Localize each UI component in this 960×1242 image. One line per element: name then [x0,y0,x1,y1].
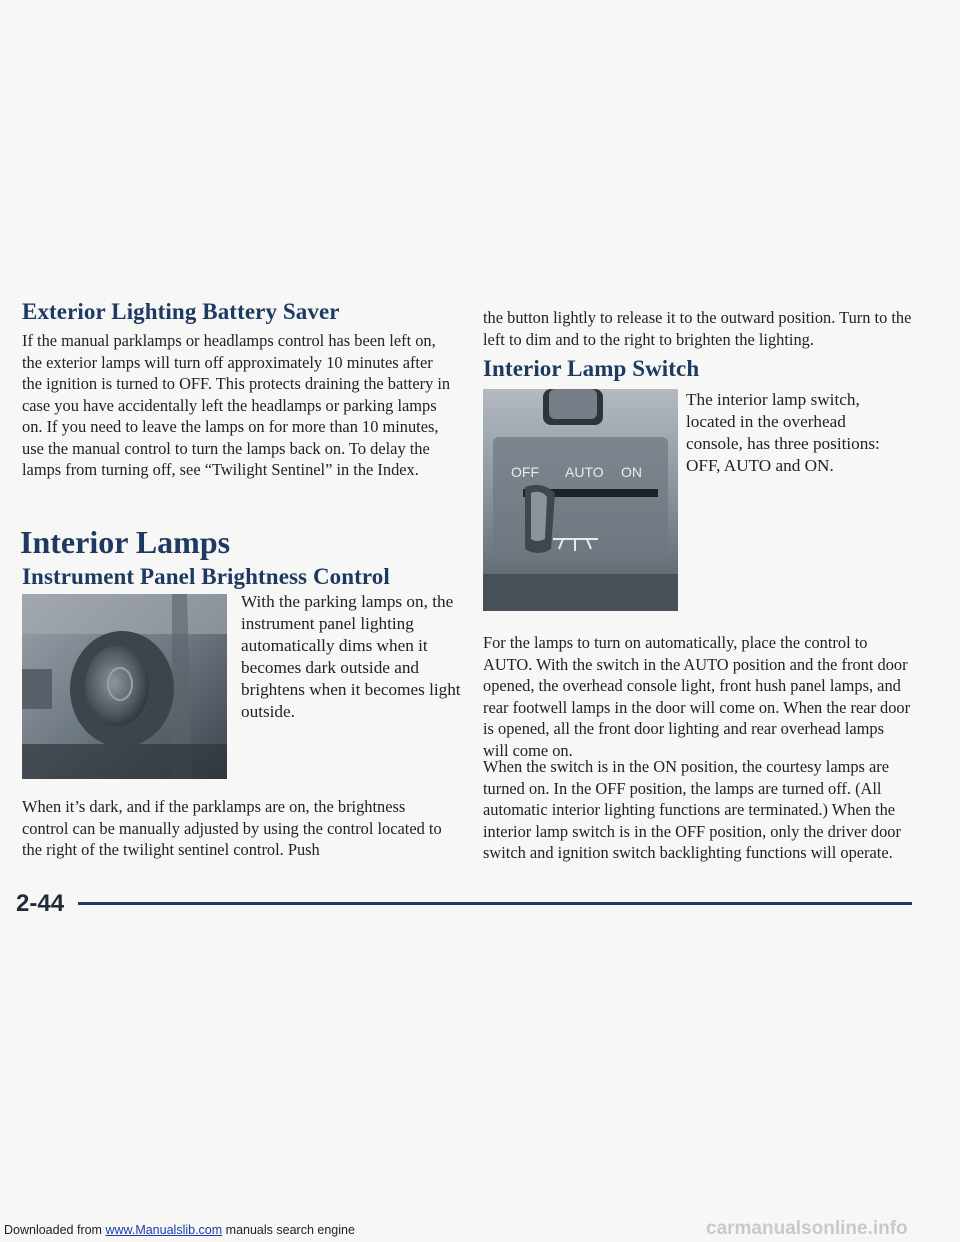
brightness-control-photo [22,594,227,779]
footer-rule [78,902,912,905]
lamp-switch-side-text: The interior lamp switch, located in the overhead console, has three positions: OFF, AUTO and ON. [686,390,880,475]
interior-lamps-heading: Interior Lamps [20,524,231,560]
lamp-switch-para-2: When the switch is in the ON position, the courtesy lamps are turned on. In the OFF position, the lamps are turned off. (All automatic interior lighting functions are terminated.) When the interior lamp switch is in the OFF position, only the driver door switch and ignition switch backlighting functions will operate. [483,757,901,862]
continued-text: the button lightly to release it to the outward position. Turn to the left to dim and to the right to brighten the lighting. [483,308,912,349]
battery-saver-heading: Exterior Lighting Battery Saver [22,299,340,324]
switch-label-on: ON [621,464,642,480]
manualslib-link[interactable]: www.Manualslib.com [105,1223,223,1237]
interior-lamp-switch-heading: Interior Lamp Switch [483,356,700,381]
switch-label-auto: AUTO [565,464,604,480]
brightness-control-side-text: With the parking lamps on, the instrument panel lighting automatically dims when it becomes dark outside and brightens when it becomes light outside. [241,592,461,721]
brightness-control-heading: Instrument Panel Brightness Control [22,564,390,589]
brightness-control-text: When it’s dark, and if the parklamps are on, the brightness control can be manually adjusted by using the control located to the right of the twilight sentinel control. Push [22,797,442,859]
lamp-switch-photo [483,389,678,611]
switch-label-off: OFF [511,464,539,480]
banner-suffix: manuals search engine [225,1223,355,1237]
banner-prefix: Downloaded from [4,1223,102,1237]
site-watermark: carmanualsonline.info [706,1218,908,1239]
download-banner [4,1222,355,1238]
lamp-switch-para-1: For the lamps to turn on automatically, place the control to AUTO. With the switch in the AUTO position and the front door opened, the overhead console light, front hush panel lamps, and rear footwell lamps in the door will come on. When the rear door is opened, all the front door lighting and rear overhead lamps will come on. [483,633,911,760]
battery-saver-text: If the manual parklamps or headlamps control has been left on, the exterior lamps will turn off approximately 10 minutes after the ignition is turned to OFF. This protects draining the battery in case you have accidentally left the headlamps or parking lamps on. If you need to leave the lamps on for more than 10 minutes, use the manual control to turn the lamps back on. To delay the lamps from turning off, see “Twilight Sentinel” in the Index. [22,331,451,479]
page-number: 2-44 [16,890,65,917]
